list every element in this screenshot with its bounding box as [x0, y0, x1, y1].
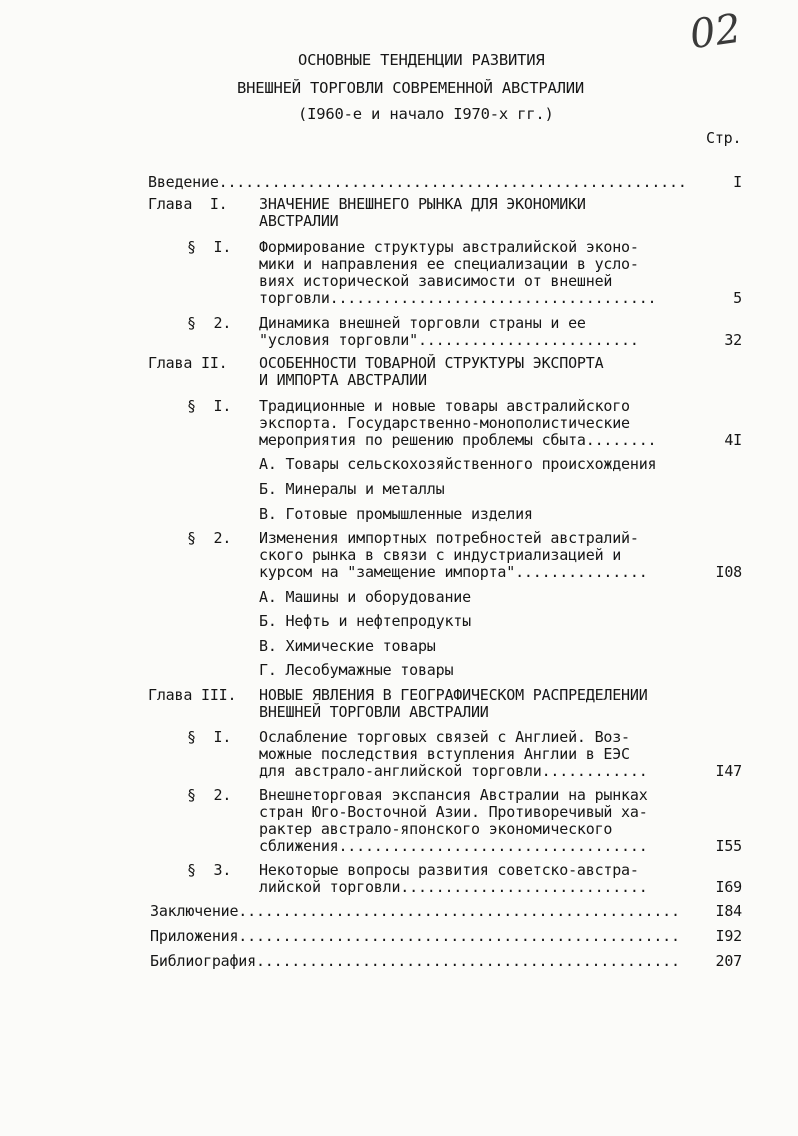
ch3-section-1-page: I47: [715, 762, 742, 780]
ch1-section-1-page: 5: [733, 289, 742, 307]
ch2-section-2-label: § 2.: [187, 529, 232, 547]
ch3-section-2-line-4: сближения...................................: [259, 837, 648, 855]
toc-bibliography-page: 207: [715, 952, 742, 970]
ch3-section-3-line-1: Некоторые вопросы развития советско-австра-: [259, 861, 639, 879]
toc-appendices-page: I92: [715, 927, 742, 945]
ch3-section-2-line-3: рактер австрало-японского экономического: [259, 820, 613, 838]
ch2-section-1-line-3: мероприятия по решению проблемы сбыта........: [259, 431, 657, 449]
ch1-section-2-page: 32: [724, 331, 742, 349]
ch2-section-1-line-2: экспорта. Государственно-монополистические: [259, 414, 630, 432]
chapter-1-title-line-2: АВСТРАЛИИ: [259, 212, 339, 230]
ch2-section-2-item-d: Г. Лесобумажные товары: [259, 661, 454, 679]
chapter-1-title-line-1: ЗНАЧЕНИЕ ВНЕШНЕГО РЫНКА ДЛЯ ЭКОНОМИКИ: [259, 195, 586, 213]
chapter-2-title-line-2: И ИМПОРТА АВСТРАЛИИ: [259, 371, 427, 389]
ch1-section-1-line-4: торговли.....................................: [259, 289, 657, 307]
ch2-section-1-item-c: В. Готовые промышленные изделия: [259, 505, 533, 523]
ch1-section-1-line-1: Формирование структуры австралийской эконо-: [259, 238, 639, 256]
ch2-section-2-item-a: А. Машины и оборудование: [259, 588, 471, 606]
title-line-2: ВНЕШНЕЙ ТОРГОВЛИ СОВРЕМЕННОЙ АВСТРАЛИИ: [237, 79, 585, 97]
chapter-2-title-line-1: ОСОБЕННОСТИ ТОВАРНОЙ СТРУКТУРЫ ЭКСПОРТА: [259, 354, 604, 372]
page-column-header: Стр.: [706, 129, 742, 147]
ch3-section-2-line-2: стран Юго-Восточной Азии. Противоречивый ха-: [259, 803, 648, 821]
ch2-section-2-line-1: Изменения импортных потребностей австралий-: [259, 529, 639, 547]
chapter-1-label: Глава I.: [148, 195, 228, 213]
ch3-section-1-line-1: Ослабление торговых связей с Англией. Воз-: [259, 728, 630, 746]
ch2-section-1-label: § I.: [187, 397, 232, 415]
chapter-2-label: Глава II.: [148, 354, 228, 372]
ch3-section-2-line-1: Внешнеторговая экспансия Австралии на рынках: [259, 786, 648, 804]
ch1-section-2-line-1: Динамика внешней торговли страны и ее: [259, 314, 586, 332]
title-line-1: ОСНОВНЫЕ ТЕНДЕНЦИИ РАЗВИТИЯ: [298, 51, 545, 69]
ch3-section-1-label: § I.: [187, 728, 232, 746]
ch3-section-2-page: I55: [715, 837, 742, 855]
chapter-3-title-line-1: НОВЫЕ ЯВЛЕНИЯ В ГЕОГРАФИЧЕСКОМ РАСПРЕДЕЛЕНИИ: [259, 686, 648, 704]
ch2-section-2-item-c: В. Химические товары: [259, 637, 436, 655]
ch1-section-1-label: § I.: [187, 238, 232, 256]
ch1-section-1-line-2: мики и направления ее специализации в усло-: [259, 255, 639, 273]
toc-conclusion: Заключение..................................................: [150, 902, 680, 920]
toc-intro-page: I: [733, 173, 742, 191]
chapter-3-label: Глава III.: [148, 686, 237, 704]
ch3-section-2-label: § 2.: [187, 786, 232, 804]
chapter-3-title-line-2: ВНЕШНЕЙ ТОРГОВЛИ АВСТРАЛИИ: [259, 703, 489, 721]
handwritten-page-number: 02: [687, 5, 744, 59]
ch2-section-1-page: 4I: [724, 431, 742, 449]
ch2-section-1-item-a: А. Товары сельскохозяйственного происхождения: [259, 455, 657, 473]
toc-intro: Введение.....................................................: [148, 173, 687, 191]
ch2-section-1-item-b: Б. Минералы и металлы: [259, 480, 445, 498]
title-line-3: (I960-е и начало I970-х гг.): [298, 105, 554, 123]
ch3-section-3-line-2: лийской торговли............................: [259, 878, 648, 896]
ch3-section-1-line-2: можные последствия вступления Англии в ЕЭС: [259, 745, 630, 763]
ch2-section-2-item-b: Б. Нефть и нефтепродукты: [259, 612, 471, 630]
ch2-section-2-page: I08: [715, 563, 742, 581]
toc-bibliography: Библиография................................................: [150, 952, 680, 970]
ch1-section-2-label: § 2.: [187, 314, 232, 332]
ch2-section-1-line-1: Традиционные и новые товары австралийского: [259, 397, 630, 415]
ch1-section-1-line-3: виях исторической зависимости от внешней: [259, 272, 613, 290]
ch1-section-2-line-2: "условия торговли".........................: [259, 331, 639, 349]
toc-appendices: Приложения..................................................: [150, 927, 680, 945]
toc-conclusion-page: I84: [715, 902, 742, 920]
ch3-section-3-label: § 3.: [187, 861, 232, 879]
ch3-section-3-page: I69: [715, 878, 742, 896]
ch2-section-2-line-3: курсом на "замещение импорта"...............: [259, 563, 648, 581]
ch2-section-2-line-2: ского рынка в связи с индустриализацией и: [259, 546, 622, 564]
ch3-section-1-line-3: для австрало-английской торговли............: [259, 762, 648, 780]
